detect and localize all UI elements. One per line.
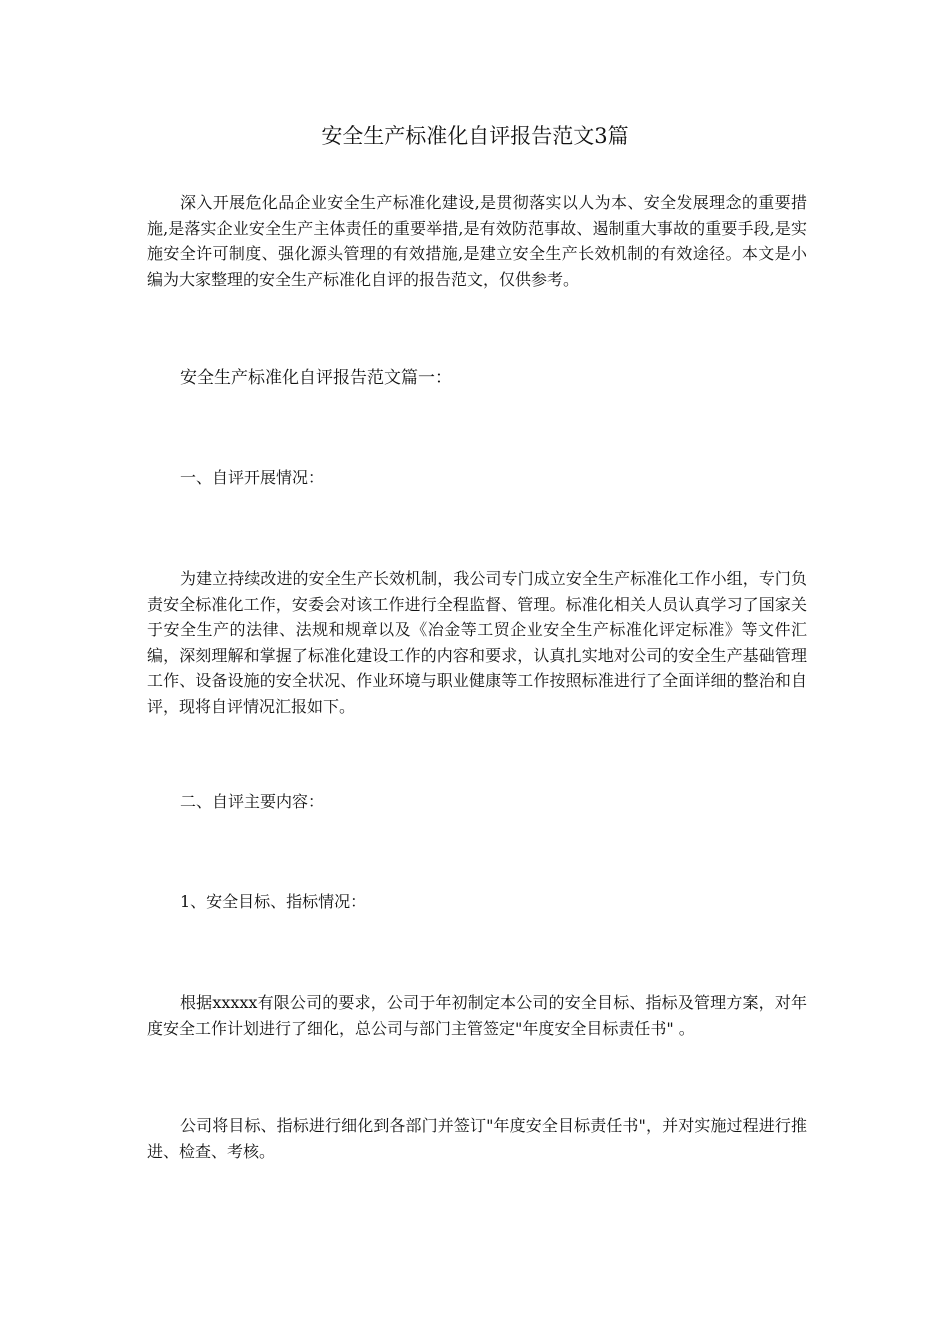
intro-paragraph: 深入开展危化品企业安全生产标准化建设,是贯彻落实以人为本、安全发展理念的重要措施,是落实企业安全生产主体责任的重要举措,是有效防范事故、遏制重大事故的重要手段,是实施安全许可制度、强化源头管理的有效措施,是建立安全生产长效机制的有效途径。本文是小编为大家整理的安全生产标准化自评的报告范文，仅供参考。 bbox=[147, 193, 807, 289]
heading-main-content: 二、自评主要内容： bbox=[180, 792, 325, 811]
heading-safety-targets: 1、安全目标、指标情况： bbox=[180, 892, 367, 911]
paragraph-self-evaluation-status: 为建立持续改进的安全生产长效机制，我公司专门成立安全生产标准化工作小组，专门负责安全标准化工作，安委会对该工作进行全程监督、管理。标准化相关人员认真学习了国家关于安全生产的法律、法规和规章以及《冶金等工贸企业安全生产标准化评定标准》等文件汇编，深刻理解和掌握了标准化建设工作的内容和要求，认真扎实地对公司的安全生产基础管理工作、设备设施的安全状况、作业环境与职业健康等工作按照标准进行了全面详细的整治和自评，现将自评情况汇报如下。 bbox=[147, 569, 807, 716]
document-title: 安全生产标准化自评报告范文3篇 bbox=[321, 124, 629, 148]
heading-self-evaluation-status: 一、自评开展情况： bbox=[180, 468, 325, 487]
paragraph-target-breakdown: 公司将目标、指标进行细化到各部门并签订"年度安全目标责任书"，并对实施过程进行推进、检查、考核。 bbox=[147, 1116, 807, 1161]
section-title: 安全生产标准化自评报告范文篇一： bbox=[180, 368, 452, 388]
paragraph-safety-targets: 根据xxxxx有限公司的要求，公司于年初制定本公司的安全目标、指标及管理方案，对年度安全工作计划进行了细化，总公司与部门主管签定"年度安全目标责任书" 。 bbox=[147, 993, 807, 1038]
